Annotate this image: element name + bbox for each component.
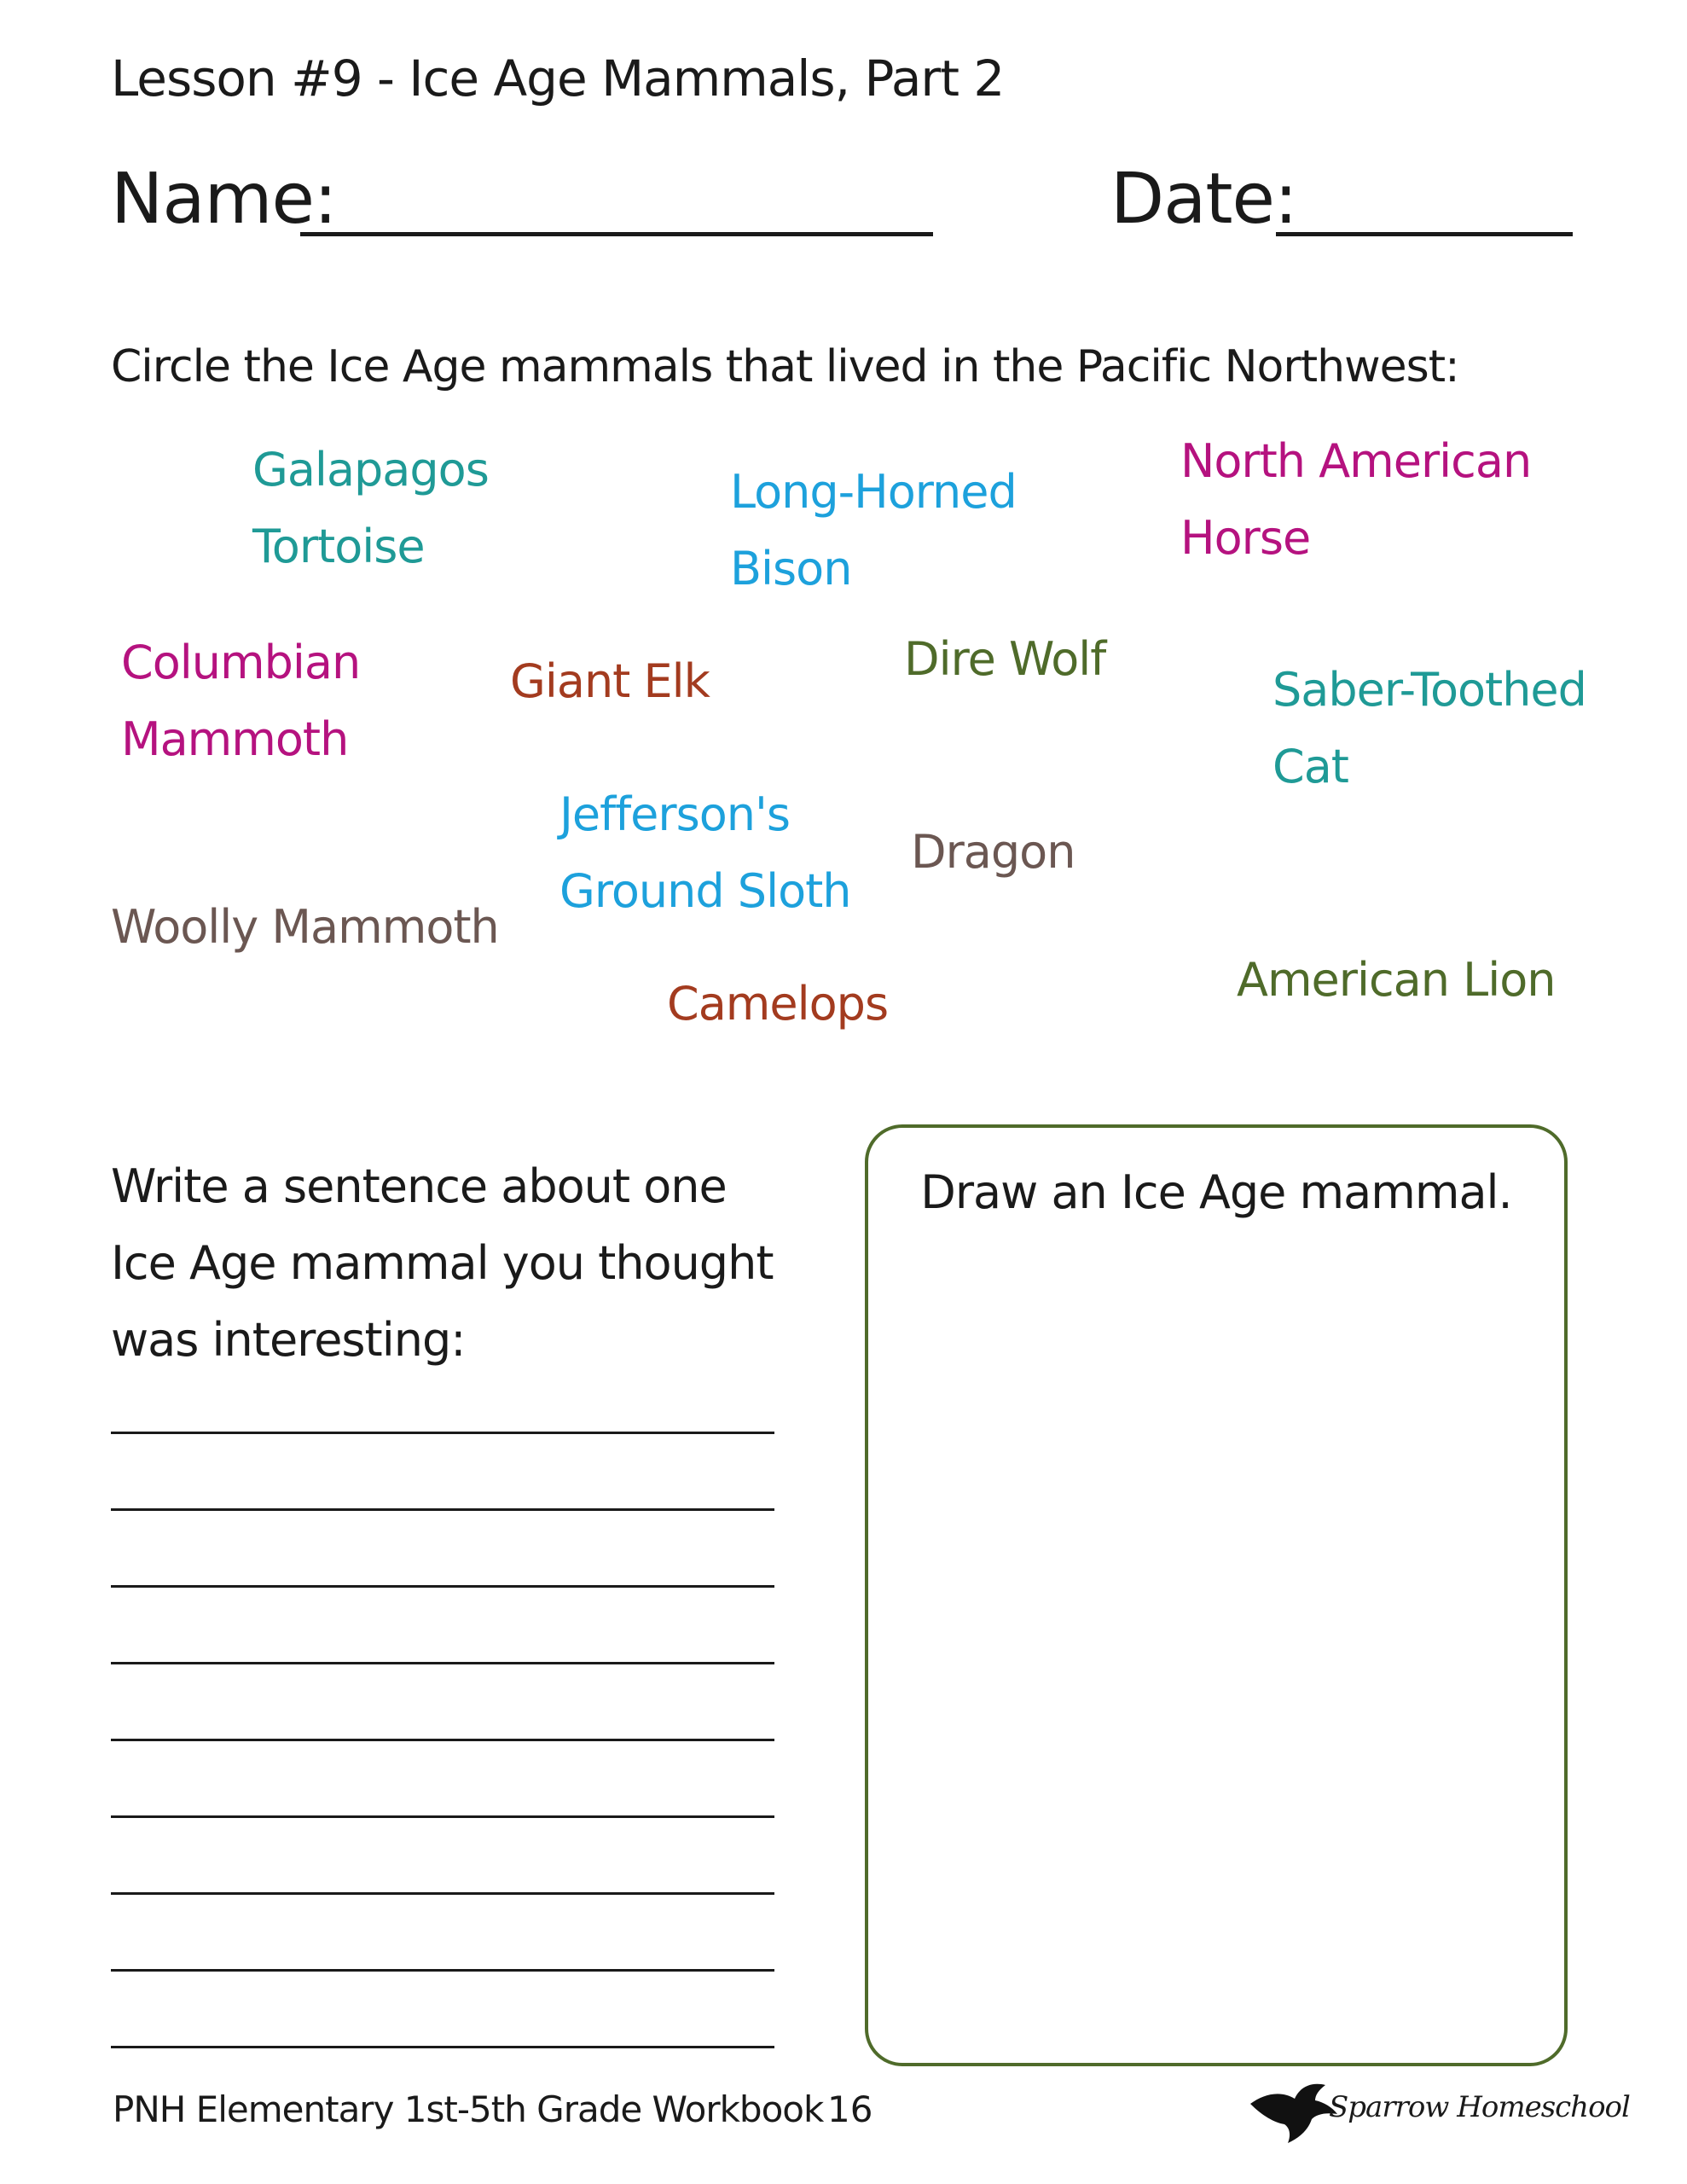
- writing-line[interactable]: [111, 1815, 774, 1818]
- animal-line-1: Saber-Toothed: [1272, 663, 1586, 717]
- animal-line-1: Galapagos: [252, 443, 489, 497]
- page-number: 16: [827, 2088, 873, 2130]
- lesson-title: Lesson #9 - Ice Age Mammals, Part 2: [111, 49, 1005, 107]
- animal-line-2: Bison: [730, 542, 852, 595]
- animal-american-lion[interactable]: [1237, 942, 1556, 1019]
- animal-line-1: Columbian: [121, 636, 361, 689]
- writing-line[interactable]: [111, 1969, 774, 1972]
- writing-line[interactable]: [111, 1739, 774, 1741]
- writing-line[interactable]: [111, 2046, 774, 2048]
- animal-line-2: Tortoise: [252, 520, 425, 573]
- writing-prompt: Write a sentence about one Ice Age mammal you thought was interesting:: [111, 1159, 774, 1367]
- drawing-prompt: Draw an Ice Age mammal.: [920, 1165, 1512, 1219]
- writing-line[interactable]: [111, 1432, 774, 1434]
- date-blank-line[interactable]: [1276, 232, 1573, 236]
- animal-woolly-mammoth[interactable]: [111, 889, 499, 966]
- animal-line-1: American Lion: [1237, 953, 1556, 1007]
- animal-columbian-mammoth[interactable]: [121, 624, 360, 778]
- writing-line[interactable]: [111, 1662, 774, 1664]
- date-label: Date:: [1110, 159, 1297, 240]
- animal-line-1: Dragon: [911, 825, 1075, 879]
- animal-line-1: Camelops: [667, 977, 889, 1031]
- animal-giant-elk[interactable]: [510, 643, 710, 720]
- animal-galapagos-tortoise[interactable]: [252, 432, 489, 585]
- animal-line-2: Cat: [1272, 740, 1348, 793]
- animal-line-1: North American: [1180, 434, 1532, 488]
- writing-line[interactable]: [111, 1585, 774, 1588]
- animal-camelops[interactable]: [667, 966, 888, 1043]
- animal-line-1: Long-Horned: [730, 465, 1017, 519]
- name-label: Name:: [111, 159, 337, 240]
- animal-line-1: Woolly Mammoth: [111, 900, 499, 954]
- animal-line-1: Dire Wolf: [904, 632, 1106, 686]
- animal-long-horned-bison[interactable]: [730, 454, 1017, 607]
- animal-jeffersons-ground-sloth[interactable]: [559, 776, 851, 930]
- workbook-title: PNH Elementary 1st-5th Grade Workbook: [113, 2088, 824, 2130]
- name-blank-line[interactable]: [300, 232, 933, 236]
- circle-instruction: Circle the Ice Age mammals that lived in the Pacific Northwest:: [111, 341, 1459, 392]
- brand-logo: [1247, 2078, 1630, 2146]
- animal-dire-wolf[interactable]: [904, 621, 1105, 698]
- animal-saber-toothed-cat[interactable]: [1272, 652, 1586, 805]
- animal-line-2: Ground Sloth: [559, 864, 851, 918]
- animal-line-2: Mammoth: [121, 712, 349, 766]
- writing-line[interactable]: [111, 1892, 774, 1895]
- animal-north-american-horse[interactable]: [1180, 423, 1531, 577]
- brand-name: Sparrow Homeschool: [1329, 2090, 1630, 2124]
- animal-line-1: Giant Elk: [510, 654, 710, 708]
- animal-line-2: Horse: [1180, 511, 1311, 565]
- drawing-box[interactable]: [865, 1124, 1568, 2066]
- writing-line[interactable]: [111, 1508, 774, 1511]
- animal-line-1: Jefferson's: [559, 787, 790, 841]
- animal-dragon[interactable]: [911, 814, 1075, 891]
- sparrow-icon: [1247, 2078, 1341, 2146]
